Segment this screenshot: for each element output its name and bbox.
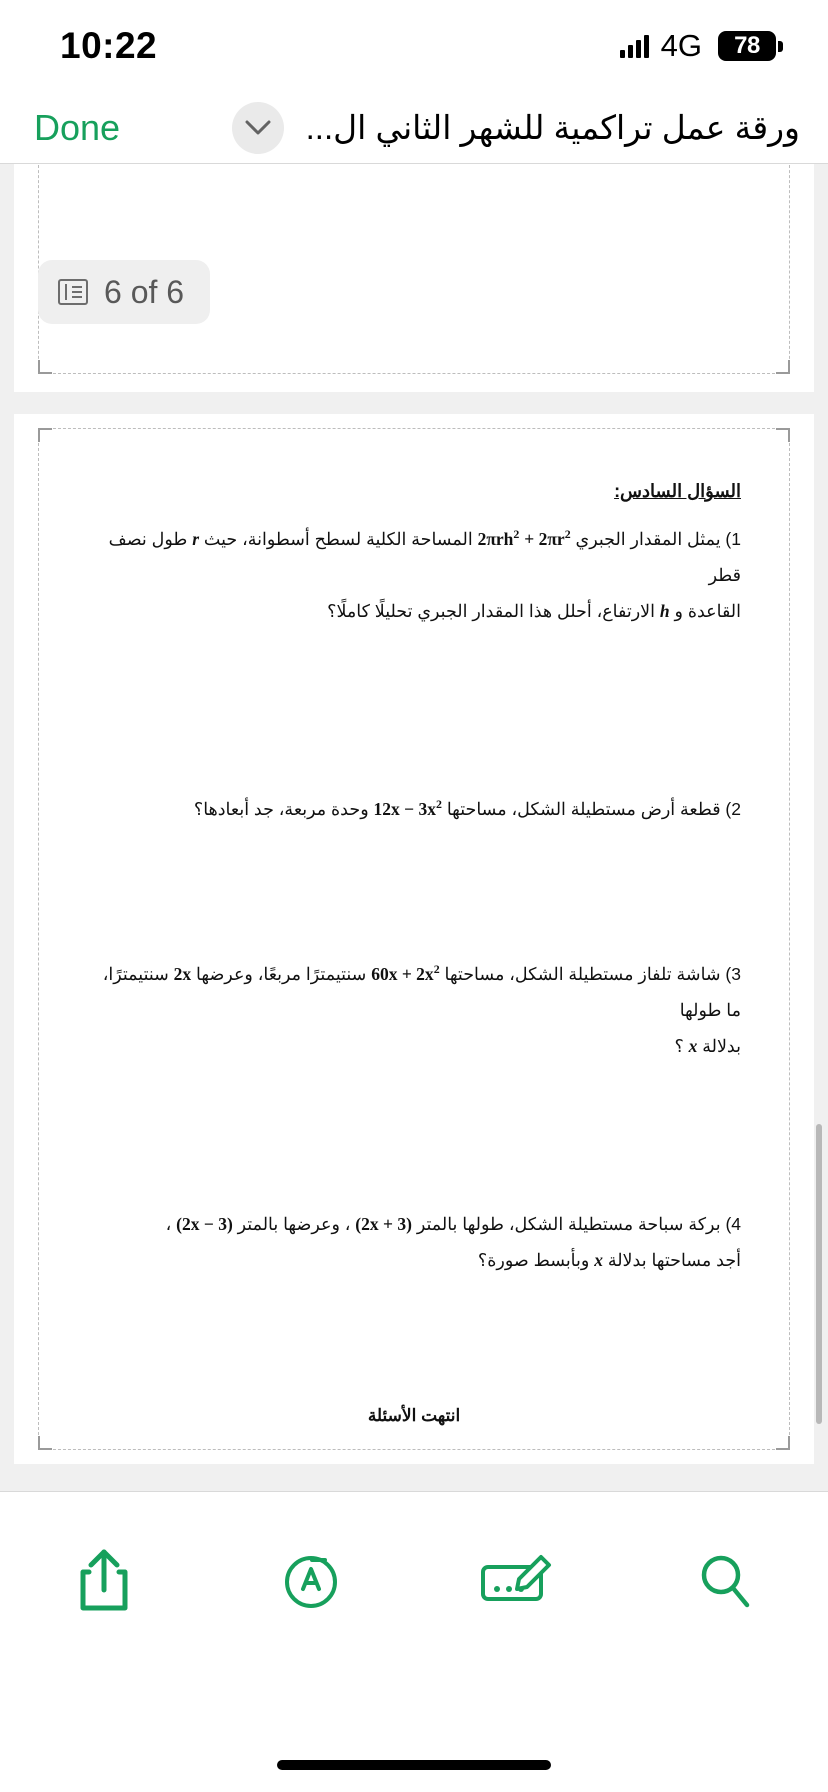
vertical-scrollbar[interactable] xyxy=(816,1124,822,1424)
annotate-pencil-icon xyxy=(479,1551,557,1611)
q3-text-pre: 3) شاشة تلفاز مستطيلة الشكل، مساحتها xyxy=(444,964,741,985)
status-time: 10:22 xyxy=(60,25,158,66)
q1-text-post: طول نصف قطر xyxy=(108,528,741,585)
bottom-toolbar xyxy=(0,1491,828,1723)
q3-var-x: x xyxy=(688,1036,698,1057)
q4-text-mid: ، وعرضها بالمتر xyxy=(237,1214,351,1235)
home-indicator xyxy=(277,1760,551,1770)
q3-line2-post: ؟ xyxy=(674,1036,684,1057)
page-gap xyxy=(0,392,828,414)
end-of-questions-note: انتهت الأسئلة xyxy=(367,1405,461,1425)
done-button[interactable]: Done xyxy=(34,106,121,148)
section-heading: السؤال السادس: xyxy=(614,481,741,501)
page-title: ورقة عمل تراكمية للشهر الثاني ال... xyxy=(305,109,800,146)
share-icon xyxy=(77,1548,131,1614)
document-scroll-area[interactable] xyxy=(0,164,828,1491)
question-3-line-2 xyxy=(87,1029,741,1065)
network-type-label: 4G xyxy=(660,28,702,63)
question-3-line-1 xyxy=(87,957,741,1029)
question-body xyxy=(87,473,741,1434)
corner-mark xyxy=(38,360,52,374)
share-button[interactable] xyxy=(49,1536,159,1626)
corner-mark xyxy=(776,1436,790,1450)
question-item-4 xyxy=(87,1207,741,1279)
q3-line2-pre: بدلالة xyxy=(702,1036,741,1057)
battery-icon xyxy=(718,31,776,61)
document-page-current xyxy=(14,414,814,1464)
q4-text-post: ، xyxy=(165,1214,172,1235)
q4-expression-length: (2x + 3) xyxy=(355,1214,412,1235)
question-2-line-1 xyxy=(87,792,741,828)
answer-space-3 xyxy=(87,1075,741,1207)
q4-var-x: x xyxy=(594,1249,603,1270)
page-inner-current xyxy=(38,428,790,1450)
answer-space-2 xyxy=(87,837,741,957)
nav-center-group xyxy=(120,102,800,154)
question-1-line-2 xyxy=(87,594,741,630)
page-counter-badge[interactable] xyxy=(38,260,210,324)
status-bar xyxy=(0,0,828,92)
search-button[interactable] xyxy=(670,1536,780,1626)
q3-text-mid: سنتيمترًا مربعًا، وعرضها xyxy=(196,964,367,985)
markup-button[interactable] xyxy=(256,1536,366,1626)
battery-percent-label: 78 xyxy=(734,32,760,59)
question-1-line-1 xyxy=(87,522,741,594)
annotate-button[interactable] xyxy=(463,1536,573,1626)
corner-mark xyxy=(38,428,52,442)
q4-text-pre: 4) بركة سباحة مستطيلة الشكل، طولها بالمتر xyxy=(416,1214,741,1235)
q1-text-mid: المساحة الكلية لسطح أسطوانة، حيث xyxy=(203,528,473,549)
answer-space-1 xyxy=(87,640,741,792)
question-item-3 xyxy=(87,957,741,1065)
q1-text-pre: 1) يمثل المقدار الجبري xyxy=(575,528,741,549)
q3-expression-area: $60x + 2x^2$ xyxy=(371,962,440,985)
navigation-bar xyxy=(0,92,828,164)
corner-mark xyxy=(38,1436,52,1450)
q4-line2-post: وبأبسط صورة؟ xyxy=(477,1249,590,1270)
q4-line2-pre: أجد مساحتها بدلالة xyxy=(607,1249,741,1270)
search-icon xyxy=(696,1551,754,1611)
q1-line2-pre: القاعدة و xyxy=(674,600,741,621)
question-4-line-2 xyxy=(87,1243,741,1279)
corner-mark xyxy=(776,360,790,374)
question-item-1 xyxy=(87,522,741,630)
corner-mark xyxy=(776,428,790,442)
q1-line2-post: الارتفاع، أحلل هذا المقدار الجبري تحليلًا كاملًا؟ xyxy=(327,600,656,621)
page-counter-label: 6 of 6 xyxy=(104,273,185,310)
q1-var-r: r xyxy=(192,528,200,549)
q1-expression-a: 2πrh$^2$ xyxy=(477,527,520,549)
q2-text-pre: 2) قطعة أرض مستطيلة الشكل، مساحتها xyxy=(446,798,741,819)
q4-expression-width: (3 − 2x) xyxy=(176,1214,233,1235)
q2-text-post: وحدة مربعة، جد أبعادها؟ xyxy=(193,798,369,819)
signal-bars-icon xyxy=(620,34,649,58)
q3-expression-width: 2x xyxy=(173,964,192,985)
q1-var-h: h xyxy=(659,600,670,621)
chevron-down-icon[interactable] xyxy=(232,102,284,154)
question-4-line-1 xyxy=(87,1207,741,1243)
q1-expression-b: + $2\pi r^2$ xyxy=(524,527,571,549)
question-item-2 xyxy=(87,792,741,828)
pages-icon xyxy=(58,279,88,305)
q2-expression: $12x - 3x^2$ xyxy=(373,796,442,819)
q3-text-post: سنتيمترًا، ما طولها xyxy=(102,964,741,1021)
status-indicators xyxy=(620,28,776,64)
markup-circle-icon xyxy=(281,1551,341,1611)
